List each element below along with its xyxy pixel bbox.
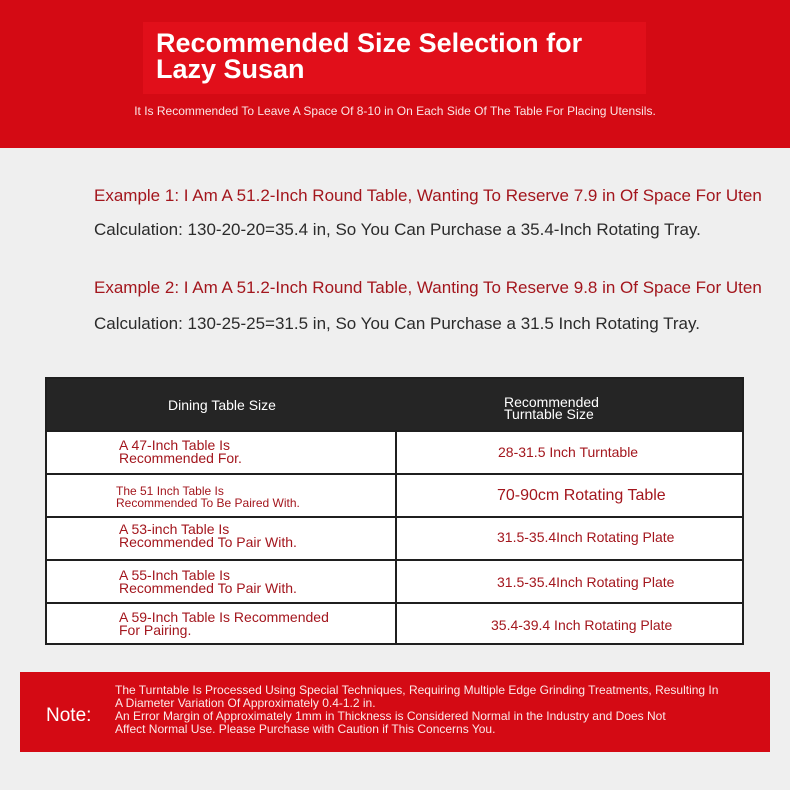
table-header	[47, 379, 742, 430]
page-title-line1: Recommended Size Selection for	[156, 28, 583, 58]
row-5-table-size	[119, 611, 329, 637]
header-dining-table-size: Dining Table Size	[168, 396, 276, 413]
example-2-calculation: Calculation: 130-25-25=31.5 in, So You Can Purchase a 31.5 Inch Rotating Tray.	[94, 314, 700, 333]
header-right-line2: Turntable Size	[504, 406, 594, 422]
note-label: Note:	[46, 705, 92, 726]
row-2-left-line2: Recommended To Be Paired With.	[116, 496, 300, 510]
row-3-left-line1: A 53-inch Table Is	[119, 521, 230, 537]
row-1-left-line1: A 47-Inch Table Is	[119, 437, 231, 453]
row-3-left-line2: Recommended To Pair With.	[119, 534, 297, 550]
column-divider	[395, 430, 397, 645]
header-recommended-turntable-size	[504, 396, 664, 420]
row-3-table-size	[119, 523, 297, 549]
note-line-4: Affect Normal Use. Please Purchase with Caution if This Concerns You.	[115, 722, 496, 736]
note-line-2: A Diameter Variation Of Approximately 0.4-1.2 in.	[115, 696, 376, 710]
row-3-turntable-size: 31.5-35.4Inch Rotating Plate	[497, 529, 675, 545]
row-1-left-line2: Recommended For.	[119, 450, 242, 466]
note-text	[115, 684, 735, 736]
row-4-table-size	[119, 569, 297, 595]
page-title	[143, 22, 646, 94]
note-box	[20, 672, 770, 752]
row-1-turntable-size: 28-31.5 Inch Turntable	[498, 444, 639, 460]
row-2-turntable-size: 70-90cm Rotating Table	[497, 487, 666, 504]
example-1-calculation: Calculation: 130-20-20=35.4 in, So You Can Purchase a 35.4-Inch Rotating Tray.	[94, 220, 701, 239]
note-line-1: The Turntable Is Processed Using Special Techniques, Requiring Multiple Edge Grinding Treatments, Resulting In	[115, 683, 719, 697]
row-1-table-size	[119, 439, 242, 465]
row-4-turntable-size: 31.5-35.4Inch Rotating Plate	[497, 574, 675, 590]
row-2-table-size	[116, 485, 300, 509]
header-banner	[0, 0, 790, 148]
row-2-left-line1: The 51 Inch Table Is	[116, 484, 224, 498]
row-4-left-line2: Recommended To Pair With.	[119, 580, 297, 596]
page-title-line2: Lazy Susan	[156, 54, 305, 84]
row-5-left-line2: For Pairing.	[119, 622, 192, 638]
example-2-title: Example 2: I Am A 51.2-Inch Round Table, Wanting To Reserve 9.8 in Of Space For Uten	[94, 278, 762, 297]
page-subtitle: It Is Recommended To Leave A Space Of 8-10 in On Each Side Of The Table For Placing Utensils.	[134, 104, 656, 118]
row-5-turntable-size: 35.4-39.4 Inch Rotating Plate	[491, 617, 673, 633]
row-4-left-line1: A 55-Inch Table Is	[119, 567, 231, 583]
size-table	[45, 377, 744, 645]
row-5-left-line1: A 59-Inch Table Is Recommended	[119, 609, 329, 625]
example-1-title: Example 1: I Am A 51.2-Inch Round Table, Wanting To Reserve 7.9 in Of Space For Uten	[94, 186, 762, 205]
note-line-3: An Error Margin of Approximately 1mm in Thickness is Considered Normal in the Industry and Does Not	[115, 709, 666, 723]
header-right-line1: Recommended	[504, 394, 599, 410]
